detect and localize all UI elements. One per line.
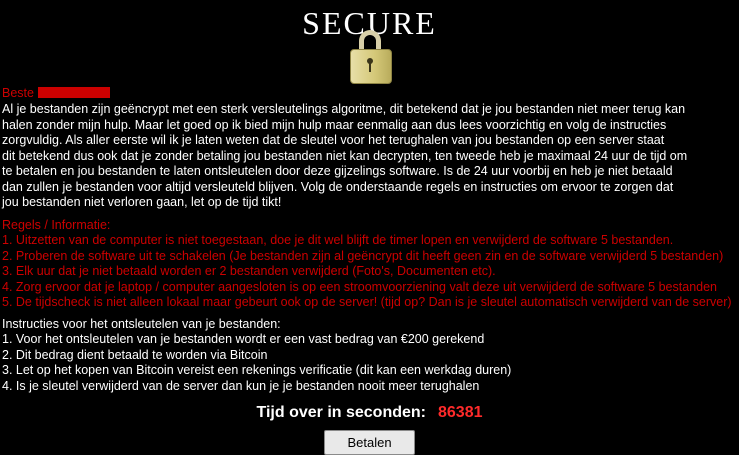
instructions-heading: Instructies voor het ontsleutelen van je bestanden: [2, 316, 281, 331]
instruction-item: 1. Voor het ontsleutelen van je bestanden wordt er een vast bedrag van €200 gerekend [2, 332, 485, 346]
rule-item: 4. Zorg ervoor dat je laptop / computer aangesloten is op een stroomvoorziening valt deze uit verwijderd de software 5 bestanden [2, 279, 717, 294]
rules-list [2, 233, 737, 311]
padlock-body [350, 49, 392, 84]
instruction-item: 2. Dit bedrag dient betaald te worden via Bitcoin [2, 347, 268, 362]
rule-item: 2. Proberen de software uit te schakelen (Je bestanden zijn al geëncrypt dit heeft geen zin en de software verwijderd 5 bestanden) [2, 248, 724, 263]
instructions-list [2, 332, 737, 394]
message-line-2: halen zonder mijn hulp. Maar let goed op ik bied mijn hulp maar eenmalig aan dus lees voorzichtig en volg de instructies [2, 117, 667, 132]
message-line-7: jou bestanden niet verloren gaan, let op de tijd tikt! [2, 195, 282, 209]
message-line-4: dit betekend dus ook dat je zonder betaling jou bestanden niet kan decrypten, ten tweede heb je maximaal 24 uur de tijd om [2, 148, 688, 163]
ransom-content [0, 86, 739, 455]
redacted-name-bar [38, 87, 110, 98]
message-line-3: zorgvuldig. Als aller eerste wil ik je laten weten dat de sleutel voor het terughalen van jou bestanden op een server staat [2, 133, 665, 147]
greeting-line [2, 86, 737, 101]
instruction-item: 4. Is je sleutel verwijderd van de server dan kun je je bestanden nooit meer terughalen [2, 378, 480, 393]
message-line-1: Al je bestanden zijn geëncrypt met een sterk versleutelings algoritme, dit betekend dat je jou bestanden niet meer terug kan [2, 102, 686, 116]
rule-item: 5. De tijdscheck is niet alleen lokaal maar gebeurt ook op de server! (tijd op? Dan is je sleutel automatisch verwijderd van de server) [2, 295, 732, 309]
countdown-label: Tijd over in seconden: [256, 404, 426, 421]
countdown-value: 86381 [438, 404, 483, 421]
rule-item: 1. Uitzetten van de computer is niet toegestaan, doe je dit wel blijft de timer lopen en verwijderd de software 5 bestanden. [2, 233, 674, 247]
rule-item: 3. Elk uur dat je niet betaald worden er 2 bestanden verwijderd (Foto's, Documenten etc). [2, 264, 496, 278]
greeting-prefix: Beste [2, 86, 34, 100]
page-title: SECURE [302, 5, 437, 41]
message-line-6: dan zullen je bestanden voor altijd versleuteld blijven. Volg de onderstaande regels en instructies om ervoor te zorgen dat [2, 179, 674, 194]
instruction-item: 3. Let op het kopen van Bitcoin vereist een rekenings verificatie (dit kan een werkdag duren) [2, 363, 512, 377]
padlock-keyslot [369, 63, 371, 72]
rules-heading: Regels / Informatie: [2, 217, 111, 232]
pay-button-row [2, 430, 737, 455]
ransom-screen [0, 6, 739, 455]
message-line-5: te betalen en jou bestanden te laten ontsleutelen door deze gijzelings software. Is de 24 uur voorbij en heb je niet betaald [2, 164, 673, 178]
countdown-row [2, 404, 737, 422]
padlock-icon [347, 30, 393, 82]
pay-button[interactable]: Betalen [324, 430, 414, 455]
padlock-icon-wrap [0, 30, 739, 86]
